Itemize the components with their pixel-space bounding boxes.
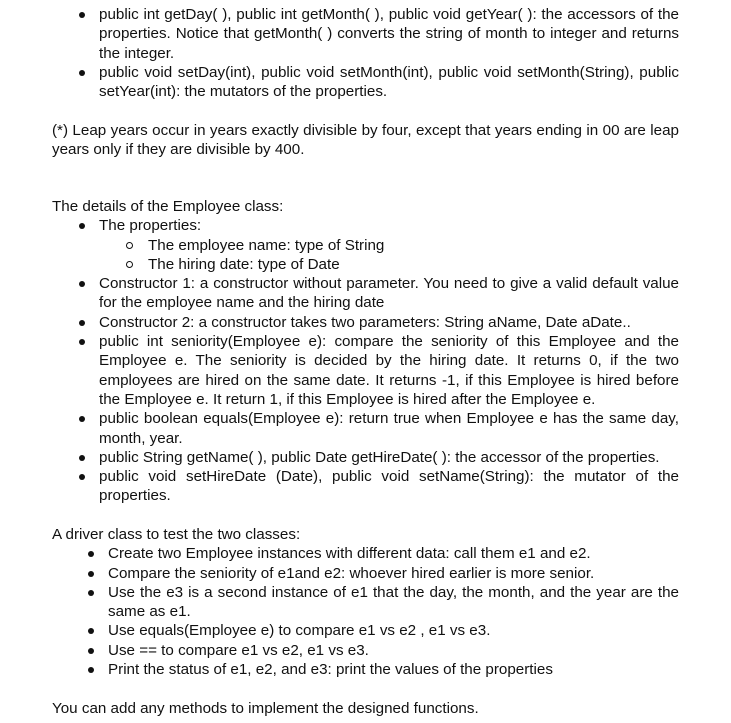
driver-bullet-list: [0, 544, 731, 679]
closing-note: You can add any methods to implement the designed functions.: [52, 700, 479, 717]
employee-class-section: [0, 197, 731, 506]
leap-year-note: (*) Leap years occur in years exactly divisible by four, except that years ending in 00 are leap years only if they are divisible by 400.: [52, 122, 679, 159]
properties-label: The properties:: [99, 217, 202, 235]
properties-sub-list: [0, 236, 731, 275]
list-item: Constructor 1: a constructor without parameter. You need to give a valid default value for the employee name and the hiring date: [0, 274, 731, 313]
employee-bullet-list: [0, 216, 731, 235]
employee-methods-list: [0, 274, 731, 506]
list-item: public int seniority(Employee e): compare the seniority of this Employee and the Employee e. The seniority is decided by the hiring date. It returns 0, if the two employees are hired on the same date. It returns -1, if this Employee is hired before the Employee e. It return 1, if this Employee is hired after the Employee e.: [0, 332, 731, 409]
accessor-mutator-section: [0, 5, 731, 101]
list-item: Use the e3 is a second instance of e1 that the day, the month, and the year are the same as e1.: [0, 583, 731, 622]
list-item: public int getDay( ), public int getMonth( ), public void getYear( ): the accessors of the properties. Notice that getMonth( ) converts the string of month to integer and returns the integer.: [0, 5, 731, 63]
list-item: public String getName( ), public Date getHireDate( ): the accessor of the properties.: [0, 448, 731, 467]
driver-intro-heading: A driver class to test the two classes:: [52, 526, 301, 543]
employee-intro-heading: The details of the Employee class:: [52, 198, 284, 215]
list-item: Constructor 2: a constructor takes two parameters: String aName, Date aDate..: [0, 313, 731, 332]
sub-list-item: The employee name: type of String: [0, 236, 731, 255]
list-item: public void setHireDate (Date), public void setName(String): the mutator of the properties.: [0, 467, 731, 506]
list-item: public void setDay(int), public void setMonth(int), public void setMonth(String), public setYear(int): the mutators of the properties.: [0, 63, 731, 102]
sub-list-item: The hiring date: type of Date: [0, 255, 731, 274]
list-item: Use equals(Employee e) to compare e1 vs e2 , e1 vs e3.: [0, 621, 731, 640]
list-item: Compare the seniority of e1and e2: whoever hired earlier is more senior.: [0, 564, 731, 583]
list-item: public boolean equals(Employee e): return true when Employee e has the same day, month, year.: [0, 409, 731, 448]
list-item: Create two Employee instances with different data: call them e1 and e2.: [0, 544, 731, 563]
leap-year-note-section: [0, 121, 731, 160]
driver-class-section: [0, 525, 731, 679]
list-item-properties: [0, 216, 731, 235]
top-bullet-list: [0, 5, 731, 101]
closing-section: [0, 699, 731, 718]
list-item: Use == to compare e1 vs e2, e1 vs e3.: [0, 641, 731, 660]
list-item: Print the status of e1, e2, and e3: print the values of the properties: [0, 660, 731, 679]
